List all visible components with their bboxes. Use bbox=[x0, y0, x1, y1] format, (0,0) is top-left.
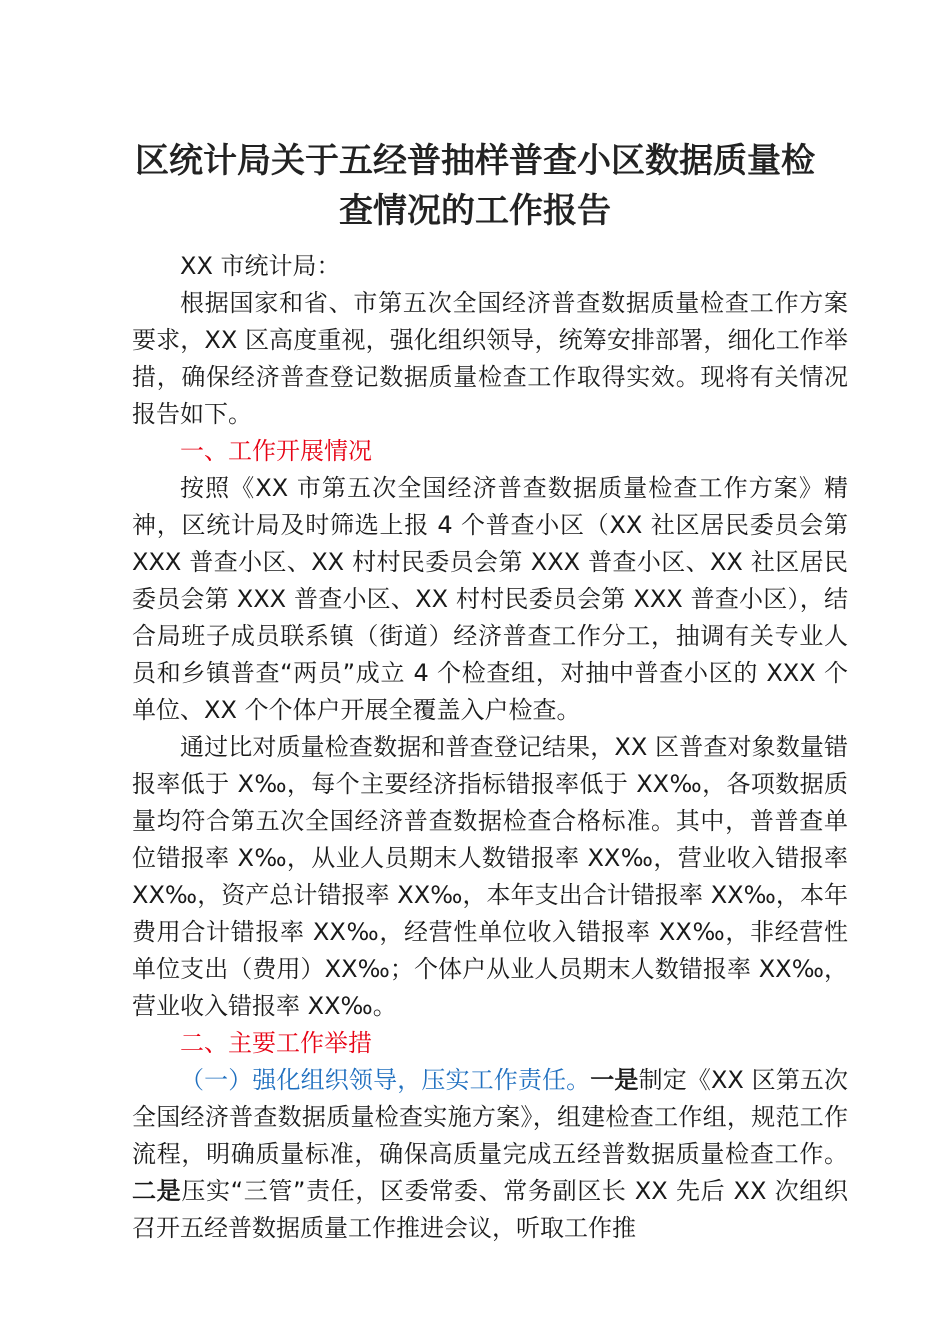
section-2-sub-1-paragraph bbox=[132, 1062, 848, 1247]
title-line-1: 区统计局关于五经普抽样普查小区数据质量检 bbox=[135, 141, 815, 181]
second-point-label: 二是 bbox=[132, 1177, 182, 1205]
document-title bbox=[100, 136, 850, 236]
sub-heading-1: （一）强化组织领导，压实工作责任。 bbox=[180, 1066, 591, 1094]
intro-paragraph: 根据国家和省、市第五次全国经济普查数据质量检查工作方案要求，XX 区高度重视，强化组织领导，统筹安排部署，细化工作举措，确保经济普查登记数据质量检查工作取得实效。现将有关情况报告如下。 bbox=[132, 289, 848, 428]
salutation: XX 市统计局： bbox=[180, 252, 341, 280]
section-1-paragraph-1: 按照《XX 市第五次全国经济普查数据质量检查工作方案》精神，区统计局及时筛选上报 4 个普查小区（XX 社区居民委员会第 XXX 普查小区、XX 村村民委员会第 XXX 普查小区、XX 社区居民委员会第 XXX 普查小区、XX 村村民委员会第 XXX 普查小区），结合局班子成员联系镇（街道）经济普查工作分工，抽调有关专业人员和乡镇普查“两员”成立 4 个检查组，对抽中普查小区的 XXX 个单位、XX 个个体户开展全覆盖入户检查。 bbox=[132, 474, 848, 724]
section-1-heading-text: 一、工作开展情况 bbox=[180, 437, 372, 465]
section-2-heading bbox=[132, 1025, 848, 1062]
section-1-paragraph-2: 通过比对质量检查数据和普查登记结果，XX 区普查对象数量错报率低于 X‰，每个主要经济指标错报率低于 XX‰，各项数据质量均符合第五次全国经济普查数据检查合格标准。其中，普普查单位错报率 X‰，从业人员期末人数错报率 XX‰，营业收入错报率 XX‰，资产总计错报率 XX‰，本年支出合计错报率 XX‰，本年费用合计错报率 XX‰，经营性单位收入错报率 XX‰，非经营性单位支出（费用）XX‰；个体户从业人员期末人数错报率 XX‰，营业收入错报率 XX‰。 bbox=[132, 733, 848, 1020]
first-point-text: 制定《XX 区第五次全国经济普查数据质量检查实施方案》，组建检查工作组，规范工作流程，明确质量标准，确保高质量完成五经普数据质量检查工作。 bbox=[132, 1066, 849, 1168]
section-2-heading-text: 二、主要工作举措 bbox=[180, 1029, 372, 1057]
first-point-label: 一是 bbox=[590, 1066, 639, 1094]
section-1-heading bbox=[132, 433, 848, 470]
title-line-2: 查情况的工作报告 bbox=[339, 191, 611, 231]
second-point-text: 压实“三管”责任，区委常委、常务副区长 XX 先后 XX 次组织召开五经普数据质量工作推进会议，听取工作推 bbox=[132, 1177, 849, 1242]
document-body bbox=[132, 248, 848, 1247]
